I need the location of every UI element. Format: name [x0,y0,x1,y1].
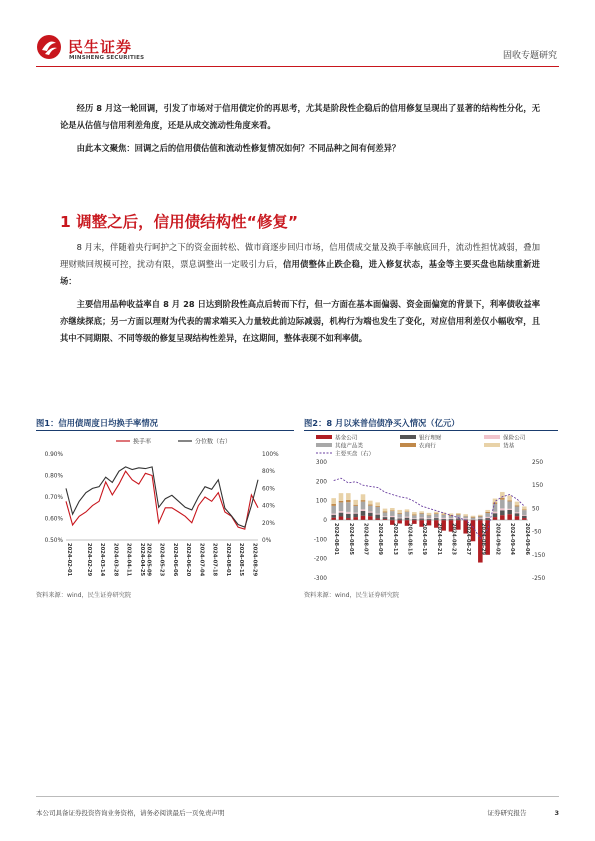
bar-segment-4 [427,515,432,516]
legend-label-0: 换手率 [133,438,152,446]
bar-segment-2 [368,511,373,512]
bar-segment-5 [339,493,344,501]
x-tick-label: 2024-03-14 [99,543,106,577]
section1-paragraph-1 [60,239,540,290]
bar-segment-4 [485,512,490,513]
y-right-tick-label: 20% [262,520,275,527]
bar-segment-3 [412,515,417,518]
bar-segment-4 [441,514,446,515]
bar-segment-5 [412,512,417,514]
bar-segment-4 [434,513,439,514]
y-left-tick-label: 200 [315,479,327,486]
x-tick-label: 2024-08-15 [238,543,245,577]
legend-label-1: 银行理财 [419,435,442,442]
series-line-0 [66,471,258,529]
bar-segment-3 [368,506,373,512]
y-left-tick-label: 0.90% [44,452,63,458]
bar-segment-0 [507,514,512,520]
x-tick-label: 2024-06-06 [171,543,178,577]
bar-segment-1 [507,510,512,514]
x-tick-label: 2024-08-15 [406,523,413,555]
bar-segment-2 [478,518,483,519]
legend-label-3: 其他产品类 [335,443,363,450]
y-right-tick-label: 80% [262,469,275,476]
x-tick-label: 2024-07-04 [198,543,205,577]
y-right-tick-label: 50 [532,506,540,513]
y-right-tick-label: 150 [532,483,544,490]
bar-segment-3 [339,502,344,511]
footer-disclaimer: 本公司具备证券投资咨询业务资格，请务必阅读最后一页免责声明 [36,809,225,817]
bar-segment-3 [427,515,432,518]
x-tick-label: 2024-08-13 [391,523,398,555]
x-tick-label: 2024-09-02 [494,523,501,555]
bar-segment-3 [522,510,527,515]
logo-text-en: MINSHENG SECURITIES [69,55,145,61]
bar-segment-3 [331,506,336,514]
footer-divider [36,796,559,797]
bar-segment-0 [331,518,336,520]
bar-segment-2 [405,517,410,518]
bar-segment-2 [500,508,505,510]
header-divider [36,66,559,67]
bar-segment-5 [463,514,468,516]
bar-segment-1 [390,517,395,520]
bar-segment-2 [522,515,527,516]
bar-segment-4 [471,517,476,518]
bar-segment-4 [339,501,344,503]
y-left-tick-label: 0 [323,518,327,524]
x-tick-label: 2024-09-04 [509,523,516,555]
bar-segment-3 [419,514,424,518]
y-right-tick-label: -150 [532,552,546,559]
logo-text-cn: 民生证券 [68,38,133,56]
bar-segment-3 [375,507,380,514]
bar-segment-3 [353,506,358,513]
y-right-tick-label: -50 [532,529,542,536]
y-left-tick-label: 0.70% [44,495,63,501]
bar-segment-5 [434,512,439,514]
bar-segment-5 [405,509,410,511]
figure1-source: 资料来源：wind，民生证券研究院 [36,592,132,599]
bar-segment-5 [478,515,483,516]
bar-segment-5 [383,509,388,512]
bar-segment-1 [522,516,527,518]
bar-segment-2 [485,517,490,518]
company-logo [36,34,176,66]
bar-segment-3 [390,511,395,516]
legend-swatch-0 [316,435,332,439]
bar-segment-2 [412,518,417,519]
x-tick-label: 2024-08-01 [224,543,231,577]
x-tick-label: 2024-04-25 [138,543,145,577]
bar-segment-5 [515,502,520,506]
bar-segment-5 [361,494,366,500]
y-right-tick-label: 250 [532,460,544,466]
bar-segment-1 [368,513,373,516]
bar-segment-2 [397,518,402,519]
document-type: 固收专题研究 [502,51,557,61]
section1-body [60,239,540,347]
legend-swatch-3 [316,443,332,447]
bar-segment-1 [493,513,498,517]
y-right-tick-label: 60% [262,486,275,493]
bar-segment-2 [441,518,446,519]
legend-label-2: 保险公司 [503,435,526,442]
x-tick-label: 2024-09-06 [523,523,530,555]
bar-segment-4 [412,514,417,515]
bar-segment-4 [331,504,336,506]
bar-segment-3 [463,516,468,518]
figure2-title: 图2：8 月以来普信债净买入情况（亿元） [304,418,460,428]
x-tick-label: 2024-08-19 [421,523,428,555]
bar-segment-2 [507,509,512,510]
x-tick-label: 2024-08-23 [450,523,457,555]
bar-segment-2 [434,517,439,518]
bar-segment-5 [353,500,358,505]
footer-report-type: 证券研究报告 [487,809,527,817]
legend-swatch-2 [484,435,500,439]
bar-segment-1 [346,514,351,518]
bar-segment-4 [353,505,358,506]
legend-swatch-5 [484,443,500,447]
bar-segment-4 [463,516,468,517]
bar-segment-4 [346,500,351,502]
bar-segment-0 [361,516,366,520]
bar-segment-3 [383,512,388,516]
bar-segment-1 [331,515,336,518]
bar-segment-1 [353,514,358,517]
figure2-title-rule [304,430,558,431]
x-tick-label: 2024-02-01 [66,543,72,577]
legend-label-0: 基金公司 [335,435,358,442]
bar-segment-1 [500,510,505,515]
bar-segment-4 [361,500,366,502]
x-tick-label: 2024-02-29 [85,543,92,577]
bar-segment-1 [339,513,344,517]
x-tick-label: 2024-08-29 [251,543,258,577]
bar-segment-3 [485,513,490,517]
bar-segment-4 [419,513,424,514]
bar-segment-3 [346,502,351,512]
bar-segment-2 [339,511,344,513]
bar-segment-3 [405,512,410,517]
bar-segment-5 [419,511,424,513]
bar-segment-3 [441,515,446,518]
x-tick-label: 2024-08-05 [347,523,354,555]
x-tick-label: 2024-05-23 [158,543,165,577]
bar-segment-4 [522,509,527,510]
bar-segment-5 [471,516,476,517]
page-number: 3 [554,809,559,817]
bar-segment-3 [397,514,402,518]
figure1-title-rule [36,430,294,431]
y-left-tick-label: 0.50% [44,538,63,544]
bar-segment-5 [456,513,461,514]
bar-segment-2 [346,512,351,514]
bar-segment-3 [471,518,476,520]
x-tick-label: 2024-04-11 [125,543,132,577]
bar-segment-4 [368,505,373,506]
bar-segment-5 [522,506,527,509]
bar-segment-5 [375,502,380,505]
legend-label-5: 货基 [503,443,515,450]
x-tick-label: 2024-08-29 [479,523,486,555]
bar-segment-0 [368,516,373,520]
y-left-tick-label: 300 [315,460,327,466]
figure1-chart [36,432,294,584]
bar-segment-1 [383,517,388,519]
bar-segment-0 [500,515,505,520]
bar-segment-1 [515,513,520,516]
bar-segment-5 [485,510,490,512]
bar-segment-3 [515,506,520,512]
x-tick-label: 2024-08-21 [435,523,442,555]
series-line-1 [66,467,258,527]
bar-segment-3 [493,504,498,512]
bar-segment-2 [419,517,424,518]
y-right-tick-label: -250 [532,576,546,582]
bar-segment-2 [449,518,454,519]
y-right-tick-label: 40% [262,503,275,510]
y-left-tick-label: -200 [313,556,327,563]
bar-segment-3 [434,514,439,517]
bar-segment-3 [500,500,505,509]
legend-label-6: 主要买盘（右） [335,451,375,458]
bar-segment-2 [375,514,380,515]
section1-paragraph-1-normal: 8 月末，伴随着央行呵护之下的资金面转松、做市商逐步回归市场，信用债成交量及换手率触底回升，流动性担忧减弱，叠加理财赎回规模可控，扰动有限，票息调整出一定吸引力后， [60,242,540,269]
page-header [0,0,595,70]
bar-segment-2 [383,516,388,517]
bar-segment-2 [427,518,432,519]
bar-segment-1 [405,518,410,520]
section-title: 1 调整之后，信用债结构性“修复” [60,213,299,231]
bar-segment-5 [368,501,373,505]
bar-segment-2 [331,514,336,515]
section1-paragraph-2: 主要信用品种收益率自 8 月 28 日达到阶段性高点后转而下行，但一方面在基本面偏弱、资金面偏宽的背景下，利率债收益率亦继续探底；另一方面以理财为代表的需求端买入力量较此前边际减弱，机构行为端也发生了变化，对应信用利差仅小幅收窄，且其中不同期限、不同等级的修复呈现结构性差异，在这期间，整体表现不如利率债。 [60,299,540,343]
bar-segment-5 [331,498,336,504]
x-tick-label: 2024-08-01 [333,523,340,555]
legend-label-4: 农商行 [419,443,436,450]
bar-segment-1 [375,515,380,519]
bar-segment-4 [405,511,410,512]
bar-segment-5 [507,495,512,500]
bar-segment-2 [493,512,498,514]
y-right-tick-label: 100% [262,452,279,458]
x-tick-label: 2024-06-20 [185,543,192,577]
x-tick-label: 2024-08-09 [377,523,384,555]
legend-label-1: 分位数（右） [195,438,232,446]
bar-segment-4 [375,506,380,507]
bar-segment-3 [507,501,512,508]
bar-segment-4 [390,510,395,511]
bar-segment-4 [515,506,520,507]
x-tick-label: 2024-03-28 [112,543,119,577]
y-left-tick-label: 0.60% [44,516,63,523]
bar-segment-4 [500,498,505,500]
bar-segment-2 [353,513,358,514]
bar-segment-4 [478,516,483,517]
intro-block [60,100,540,157]
bar-segment-5 [397,510,402,513]
bar-segment-4 [383,511,388,512]
x-tick-label: 2024-07-18 [211,543,218,577]
x-tick-label: 2024-08-27 [465,523,472,555]
y-left-tick-label: -300 [313,576,327,582]
bar-segment-0 [515,516,520,520]
bar-segment-1 [361,511,366,516]
bar-segment-2 [463,518,468,519]
bar-segment-2 [515,512,520,513]
x-tick-label: 2024-05-09 [145,543,152,577]
intro-paragraph-2: 由此本文聚焦：回调之后的信用债估值和流动性修复情况如何？不同品种之间有何差异？ [76,143,401,153]
y-left-tick-label: -100 [313,537,327,544]
bar-segment-2 [361,509,366,511]
y-left-tick-label: 0.80% [44,473,63,480]
bar-segment-4 [397,513,402,514]
bar-segment-3 [361,502,366,510]
bar-segment-5 [390,508,395,510]
figure2-source: 资料来源：wind，民生证券研究院 [304,592,400,599]
intro-paragraph-1: 经历 8 月这一轮回调，引发了市场对于信用债定价的再思考，尤其是阶段性企稳后的信用修复呈现出了显著的结构性分化，无论是从估值与信用利差角度，还是从成交流动性角度来看。 [60,103,540,130]
legend-swatch-4 [400,443,416,447]
bar-segment-0 [339,517,344,520]
bar-segment-0 [353,517,358,520]
bar-segment-3 [478,517,483,519]
y-left-tick-label: 100 [315,498,327,505]
bar-segment-5 [427,513,432,515]
x-tick-label: 2024-08-07 [362,523,369,555]
section1-paragraph-1-bold: 信用债整体止跌企稳，进入修复状态，基金等主要买盘也陆续重新进场： [60,259,540,286]
bar-segment-4 [507,500,512,501]
footer-right [487,808,559,817]
bar-segment-0 [493,517,498,520]
bar-segment-5 [346,493,351,500]
y-right-tick-label: 0% [262,538,272,544]
bar-segment-2 [390,516,395,517]
bar-segment-4 [456,514,461,515]
figure2-chart [304,432,558,584]
figure1-title: 图1：信用债周度日均换手率情况 [36,418,158,428]
legend-swatch-1 [400,435,416,439]
logo-mark-icon [36,34,62,60]
